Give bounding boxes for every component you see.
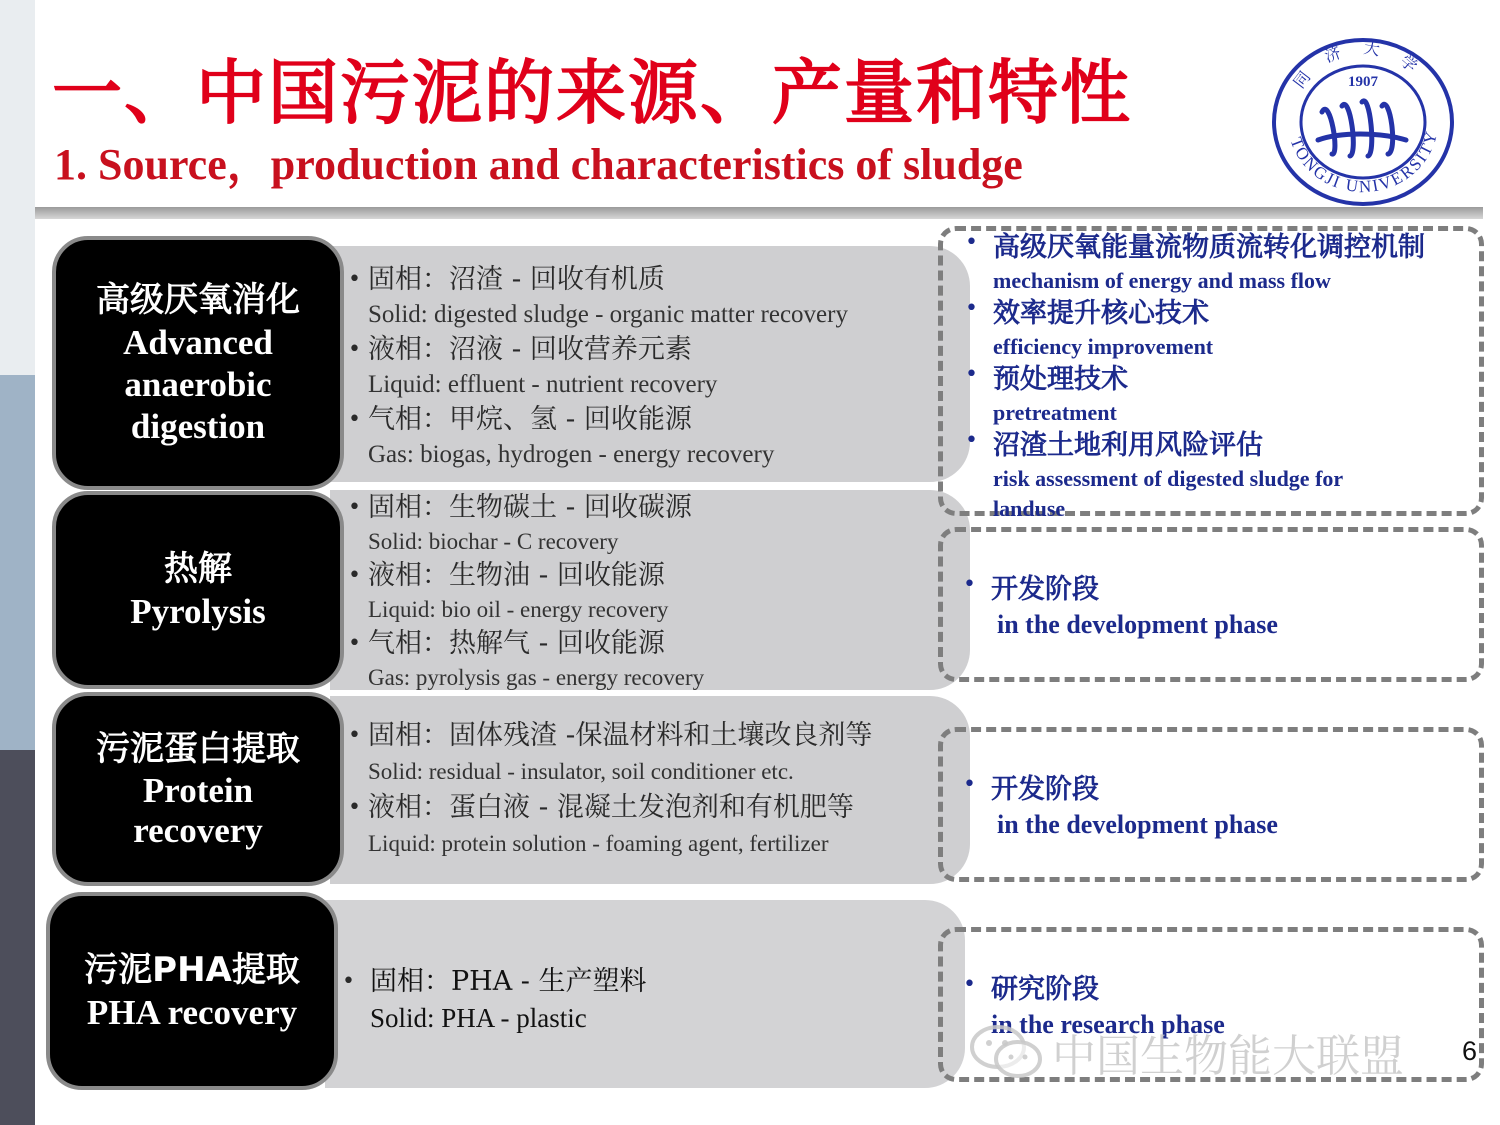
topic-en: risk assessment of digested sludge for (993, 466, 1344, 491)
left-accent-strip-top (0, 0, 35, 375)
item-en: Gas: biogas, hydrogen - energy recovery (368, 441, 775, 468)
process-label-en: recovery (133, 811, 263, 850)
item-cn: 液相：生物油 - 回收能源 (368, 560, 665, 591)
bullet-icon: • (348, 337, 361, 362)
list-item (965, 230, 1425, 296)
watermark-text: 中国生物能大联盟 (1052, 1031, 1404, 1082)
bullet-icon: • (348, 267, 361, 292)
list-item (965, 362, 1425, 428)
bullet-icon: • (348, 407, 361, 432)
item-cn: 液相：蛋白液 - 混凝土发泡剂和有机肥等 (368, 792, 854, 823)
bullet-icon: • (963, 772, 976, 797)
logo-arc-text: TONGJI UNIVERSITY (1286, 127, 1442, 197)
tongji-university-logo (1270, 36, 1456, 208)
list-item (348, 558, 704, 626)
process-label-en: digestion (130, 407, 266, 446)
process-label-en: Protein (142, 771, 254, 810)
item-cn: 固相：生物碳土 - 回收碳源 (368, 492, 692, 523)
topic-cn: 沼渣土地利用风险评估 (993, 430, 1263, 461)
item-en: Liquid: protein solution - foaming agent, fertilizer (368, 831, 829, 856)
bullet-icon: • (342, 969, 355, 994)
bullet-icon: • (348, 495, 361, 520)
process-label-cn: 污泥PHA提取 (84, 950, 300, 990)
slide-title-chinese: 一、中国污泥的来源、产量和特性 (52, 52, 1132, 134)
item-en: Solid: biochar - C recovery (368, 529, 619, 554)
phase-en: in the research phase (991, 1010, 1225, 1039)
list-item (348, 718, 872, 790)
list-item (348, 262, 848, 332)
topic-en: pretreatment (993, 400, 1117, 425)
wechat-icon (968, 1023, 1046, 1081)
process-box-advanced-anaerobic-digestion (52, 236, 344, 490)
list-item (342, 964, 647, 1036)
list-item (348, 332, 848, 402)
logo-year: 1907 (1348, 74, 1378, 90)
item-en: Gas: pyrolysis gas - energy recovery (368, 665, 705, 690)
list-item (963, 572, 1278, 642)
process-label-en: anaerobic (124, 365, 272, 404)
process-box-protein-recovery (52, 692, 344, 886)
process-label-cn: 高级厌氧消化 (96, 280, 300, 320)
process-box-pha-recovery (46, 892, 338, 1090)
bullet-icon: • (965, 230, 978, 255)
logo-top-text: 同 济 大 学 (1289, 38, 1428, 92)
phase-cn: 研究阶段 (991, 974, 1099, 1005)
item-cn: 固相：沼渣 - 回收有机质 (368, 264, 665, 295)
item-en: Solid: digested sludge - organic matter recovery (368, 301, 848, 328)
topic-en: efficiency improvement (993, 334, 1214, 359)
phase-en: in the development phase (997, 610, 1278, 639)
topic-cn: 高级厌氧能量流物质流转化调控机制 (993, 232, 1425, 263)
topic-cn: 预处理技术 (993, 364, 1128, 395)
phase-cn: 开发阶段 (991, 774, 1099, 805)
product-list-digestion (348, 262, 848, 472)
topic-cn: 效率提升核心技术 (993, 298, 1209, 329)
topic-en: landuse (993, 496, 1066, 521)
left-accent-strip-bottom (0, 750, 35, 1125)
list-item (965, 296, 1425, 362)
list-item (348, 790, 872, 862)
slide-title-english: 1. Source，production and characteristics of sludge (54, 140, 1023, 189)
phase-cn: 开发阶段 (991, 574, 1099, 605)
item-cn: 气相：热解气 - 回收能源 (368, 628, 665, 659)
item-en: Liquid: bio oil - energy recovery (368, 597, 669, 622)
page-number: 6 (1462, 1036, 1478, 1066)
list-item (348, 490, 704, 558)
left-accent-strip-middle (0, 375, 35, 750)
status-pyrolysis (963, 572, 1278, 642)
title-divider (35, 207, 1483, 219)
process-label-en: Pyrolysis (130, 592, 266, 631)
wechat-watermark (968, 1020, 1404, 1084)
process-label-en: Advanced (123, 323, 273, 362)
list-item (348, 402, 848, 472)
bullet-icon: • (965, 428, 978, 453)
research-topics-list (965, 230, 1425, 524)
item-en: Liquid: effluent - nutrient recovery (368, 371, 718, 398)
process-label-cn: 污泥蛋白提取 (96, 729, 300, 769)
bullet-icon: • (965, 362, 978, 387)
process-label-en: PHA recovery (86, 993, 298, 1032)
list-item (348, 626, 704, 694)
bullet-icon: • (963, 972, 976, 997)
bullet-icon: • (963, 572, 976, 597)
process-box-pyrolysis (52, 491, 344, 689)
bullet-icon: • (348, 795, 361, 820)
bullet-icon: • (348, 563, 361, 588)
item-cn: 固相：PHA - 生产塑料 (370, 966, 647, 997)
item-cn: 液相：沼液 - 回收营养元素 (368, 334, 692, 365)
list-item (963, 772, 1278, 842)
bullet-icon: • (965, 296, 978, 321)
product-list-pyrolysis (348, 490, 704, 694)
process-label-cn: 热解 (164, 549, 232, 589)
item-cn: 固相：固体残渣 -保温材料和土壤改良剂等 (368, 720, 873, 751)
item-en: Solid: PHA - plastic (370, 1003, 587, 1033)
list-item (965, 428, 1425, 524)
logo-emblem-icon (1318, 101, 1406, 156)
status-protein (963, 772, 1278, 842)
product-list-protein (348, 718, 872, 862)
topic-en: mechanism of energy and mass flow (993, 268, 1331, 293)
bullet-icon: • (348, 631, 361, 656)
bullet-icon: • (348, 723, 361, 748)
item-en: Solid: residual - insulator, soil conditioner etc. (368, 759, 794, 784)
product-list-pha (342, 964, 647, 1036)
phase-en: in the development phase (997, 810, 1278, 839)
item-cn: 气相：甲烷、氢 - 回收能源 (368, 404, 692, 435)
